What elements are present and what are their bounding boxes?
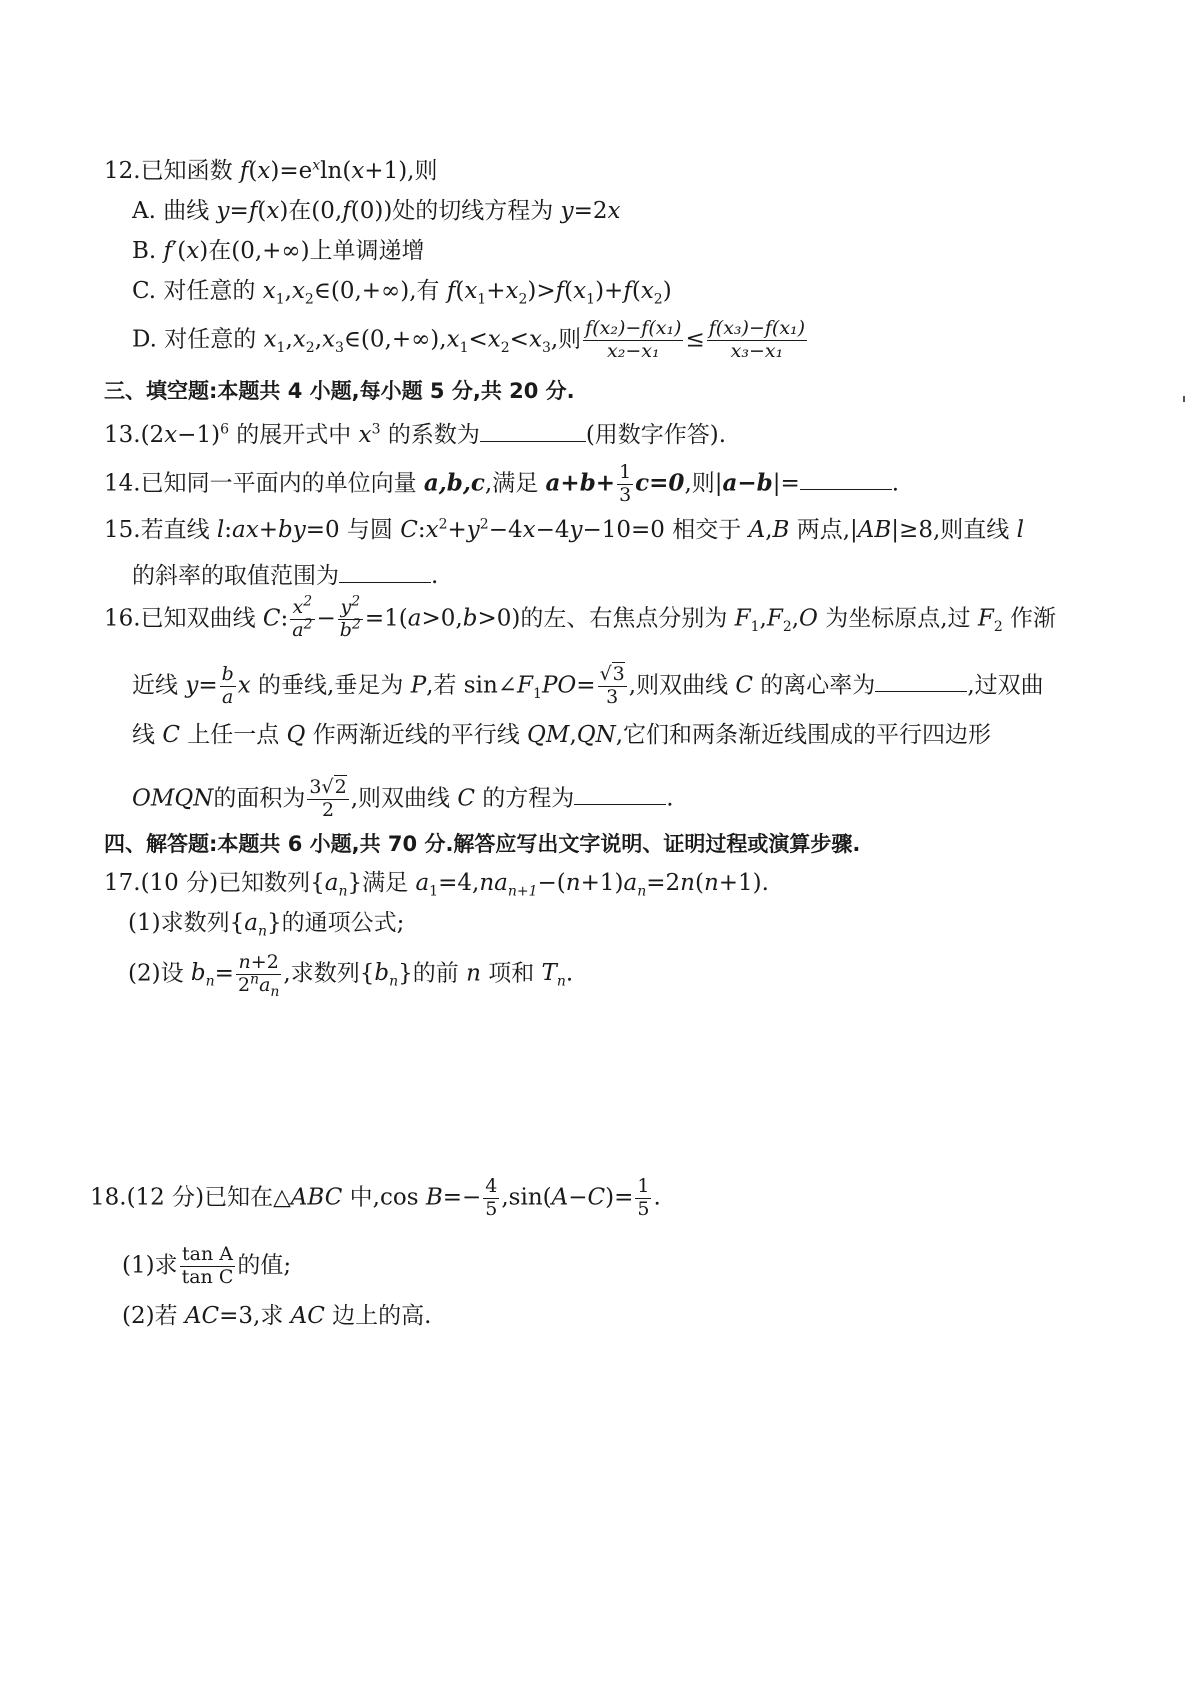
fraction: $\frac{\text{f(x₃)−f(x₁)}}{\text{x₃−x₁}}$: [708, 317, 806, 362]
fraction: $\frac{√3}{3}$: [599, 663, 625, 708]
fraction: $\frac{4}{5}$: [485, 1175, 498, 1220]
answer-blank[interactable]: [480, 417, 586, 442]
fraction: $\frac{1}{5}$: [637, 1175, 650, 1220]
q15-line-1: 15.若直线 l:ax+by=0 与圆 $C:x^2+y^2-4x-4y-10=0$ 相交于 A,B 两点,|AB|≥8,则直线 l: [104, 516, 1024, 543]
q12-stem: 12.已知函数 $f(x)=e^x\ln(x+1)$,则: [104, 157, 438, 184]
q13: $13.(2x-1)^6$ 的展开式中 $x^3$ 的系数为 (用数字作答).: [104, 417, 726, 450]
q18-stem: 18.(12 分)已知在△ABC 中,cos B=− $\frac{4}{5}$ ,sin(A−C)= $\frac{1}{5}$ .: [90, 1175, 661, 1220]
q16-line-1: 16.已知双曲线 C: $\frac{x^2}{a^2}$ − $\frac{y^2}{b^2}$ =1(a>0,b>0)的左、右焦点分别为 $F_1,F_2,O$ 为坐标原点,过 $F_2$ 作渐: [104, 593, 1057, 641]
q18-part-2: (2)若 AC=3,求 AC 边上的高.: [122, 1303, 432, 1329]
q12-option-b: B. f′(x)在(0,+∞)上单调递增: [132, 238, 425, 264]
q18-part-1: (1)求 $\frac{\text{tan A}}{\text{tan C}}$ 的值;: [122, 1243, 292, 1288]
fraction: $\frac{\text{f(x₂)−f(x₁)}}{\text{x₂−x₁}}$: [585, 317, 682, 362]
scan-speck: [1183, 396, 1185, 402]
section-header-fill-in: 三、填空题:本题共 4 小题,每小题 5 分,共 20 分.: [104, 379, 575, 403]
answer-blank[interactable]: [875, 667, 967, 692]
q16-line-3: 线 C 上任一点 Q 作两渐近线的平行线 QM,QN,它们和两条渐近线围成的平行四边形: [132, 722, 992, 748]
fraction: $\frac{1}{3}$: [619, 461, 632, 506]
fraction: $\frac{n+2}{2^na_n}$: [237, 951, 280, 1000]
answer-blank[interactable]: [339, 558, 431, 583]
answer-blank[interactable]: [800, 465, 892, 490]
fraction: $\frac{3√2}{2}$: [309, 776, 347, 821]
q17-part-1: (1)求数列$\{a_n\}$的通项公式;: [128, 910, 405, 940]
q17-part-2: (2)设 $b_n=$ $\frac{n+2}{2^na_n}$ ,求数列$\{b_n\}$的前 n 项和 $T_n$.: [128, 951, 574, 1000]
q12-option-a: A. 曲线 y=f(x)在(0,f(0))处的切线方程为 y=2x: [132, 198, 621, 224]
q12-option-d: D. 对任意的 $x_1,x_2,x_3\in(0,+\infty),x_1<x_2<x_3$,则 $\frac{\text{f(x₂)−f(x₁)}}{\text{x₂−x₁}}$ ≤ $\frac{\text{f(x₃)−f(x₁)}}{\text{x₃−x₁}}$: [132, 317, 806, 362]
q15-line-2: 的斜率的取值范围为 .: [132, 558, 438, 591]
q16-line-4: OMQN的面积为 $\frac{3√2}{2}$ ,则双曲线 C 的方程为 .: [132, 776, 674, 821]
q12-option-c: C. 对任意的 $x_1,x_2\in(0,+\infty)$,有 $f(x_1+x_2)>f(x_1)+f(x_2)$: [132, 278, 672, 308]
fraction: $\frac{b}{a}$: [221, 663, 234, 708]
answer-blank[interactable]: [574, 780, 666, 805]
fraction: $\frac{y^2}{b^2}$: [339, 593, 361, 641]
fraction: $\frac{\text{tan A}}{\text{tan C}}$: [181, 1243, 234, 1288]
q14: 14.已知同一平面内的单位向量 a,b,c,满足 a+b+ $\frac{1}{3}$ c=0,则|a−b|= .: [104, 461, 900, 506]
q17-stem: 17.(10 分)已知数列$\{a_n\}$满足 $a_1=4,na_{n+1}-(n+1)a_n=2n(n+1)$.: [104, 870, 769, 900]
fraction: $\frac{x^2}{a^2}$: [292, 593, 313, 641]
q16-line-2: 近线 y= $\frac{b}{a}$ x 的垂线,垂足为 P,若 $\sin\angle F_1PO=$ $\frac{√3}{3}$ ,则双曲线 C 的离心率为 ,过双曲: [132, 663, 1044, 708]
section-header-solutions: 四、解答题:本题共 6 小题,共 70 分.解答应写出文字说明、证明过程或演算步骤.: [104, 832, 861, 856]
